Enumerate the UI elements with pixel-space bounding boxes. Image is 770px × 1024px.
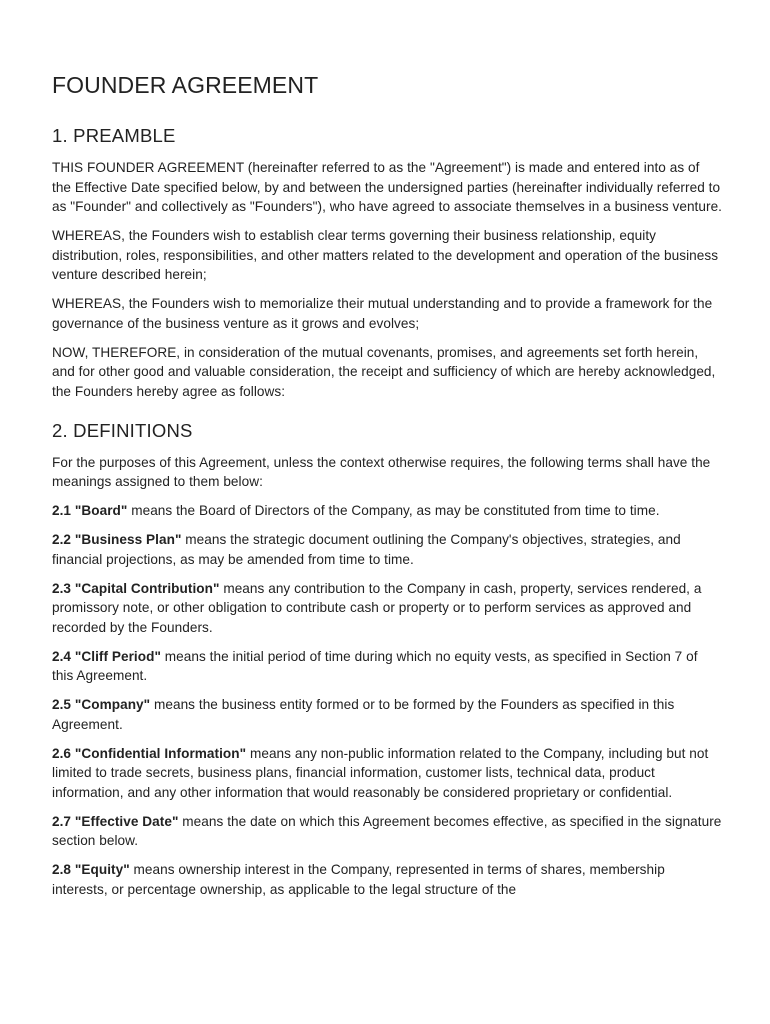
definition-item-capital-contribution [52, 579, 722, 638]
definition-text: means any contribution to the Company in cash, property, services rendered, a promissory note, or other obligation to contribute cash or property or to perform services as approved and recorded by the Founders. [52, 580, 702, 635]
definition-text: means the initial period of time during which no equity vests, as specified in Section 7 of this Agreement. [52, 648, 698, 683]
preamble-section [52, 124, 722, 401]
definition-text: means the business entity formed or to be formed by the Founders as specified in this Agreement. [52, 697, 675, 732]
definition-term: 2.5 "Company" [52, 697, 151, 712]
definition-text: means any non-public information related to the Company, including but not limited to trade secrets, business plans, financial information, customer lists, technical data, product information, and any other information that would reasonably be considered proprietary or confidential. [52, 745, 709, 800]
definition-item-cliff-period [52, 647, 722, 686]
preamble-paragraph-2: WHEREAS, the Founders wish to establish clear terms governing their business relationship, equity distribution, roles, responsibilities, and other matters related to the development and operation of the business venture described herein; [52, 228, 719, 282]
preamble-paragraph-4: NOW, THEREFORE, in consideration of the mutual covenants, promises, and agreements set forth herein, and for other good and valuable consideration, the receipt and sufficiency of which are hereby acknowledged, the Founders hereby agree as follows: [52, 344, 716, 399]
preamble-paragraph-1: THIS FOUNDER AGREEMENT (hereinafter referred to as the "Agreement") is made and entered into as of the Effective Date specified below, by and between the undersigned parties (hereinafter individually referred to as "Founder" and collectively as "Founders"), who have agreed to associate themselves in a business venture. [52, 160, 723, 214]
definition-text: means the date on which this Agreement becomes effective, as specified in the signature section below. [52, 813, 722, 848]
definitions-heading: 2. DEFINITIONS [52, 419, 193, 441]
preamble-paragraph-3: WHEREAS, the Founders wish to memorialize their mutual understanding and to provide a framework for the governance of the business venture as it grows and evolves; [52, 296, 713, 331]
definition-item-equity [52, 860, 722, 899]
definition-item-business-plan [52, 530, 722, 569]
definition-text: means the strategic document outlining the Company's objectives, strategies, and financial projections, as may be amended from time to time. [52, 532, 681, 567]
definition-term: 2.4 "Cliff Period" [52, 648, 161, 664]
definition-item-effective-date [52, 812, 722, 851]
definitions-intro: For the purposes of this Agreement, unless the context otherwise requires, the following terms shall have the meanings assigned to them below: [52, 454, 711, 489]
definition-term: 2.6 "Confidential Information" [52, 745, 247, 761]
definition-text: means ownership interest in the Company, represented in terms of shares, membership interests, or percentage ownership, as applicable to the legal structure of the [52, 862, 665, 897]
definition-text: means the Board of Directors of the Company, as may be constituted from time to time. [127, 503, 660, 518]
section-spacer [52, 411, 722, 419]
definition-item-board [52, 501, 722, 521]
document-title: FOUNDER AGREEMENT [52, 72, 319, 98]
definition-term: 2.7 "Effective Date" [52, 813, 179, 829]
definition-term: 2.3 "Capital Contribution" [52, 580, 220, 596]
preamble-heading: 1. PREAMBLE [52, 125, 176, 146]
definition-term: 2.2 "Business Plan" [52, 532, 182, 547]
document-page [52, 70, 722, 909]
definition-term: 2.1 "Board" [52, 503, 128, 518]
definition-item-confidential-information [52, 744, 722, 803]
definition-item-company [52, 695, 722, 734]
definition-term: 2.8 "Equity" [52, 862, 130, 877]
definitions-section [52, 419, 722, 900]
